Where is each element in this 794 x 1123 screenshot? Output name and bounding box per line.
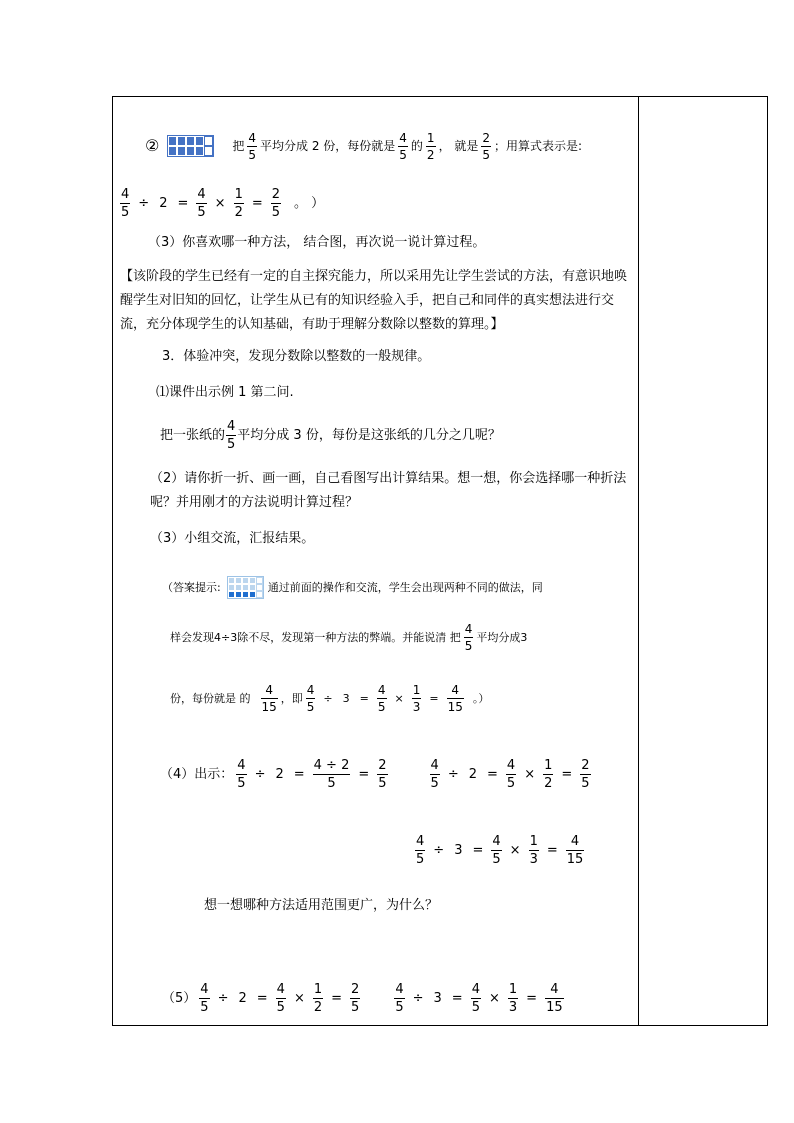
- numerator: 2: [482, 130, 491, 145]
- numerator: 1: [313, 981, 323, 997]
- fraction: [447, 684, 464, 713]
- math-symbol: 3: [454, 842, 463, 858]
- text-jiushi: ， 就是: [438, 139, 479, 153]
- math-symbol: 2: [159, 195, 168, 211]
- think-question: 想一想哪种方法适用范围更广，为什么？: [204, 898, 439, 913]
- numerator: 4: [261, 684, 278, 699]
- fraction: [313, 983, 323, 1014]
- grid-cell: [235, 584, 242, 591]
- math-symbol: ÷: [433, 842, 445, 858]
- denominator: 5: [237, 775, 246, 791]
- numerator: 1: [426, 130, 435, 145]
- fraction: [545, 983, 564, 1014]
- math-symbol: =: [331, 990, 343, 1006]
- text-span: 。）: [472, 691, 490, 705]
- text-span: （5）: [162, 990, 197, 1006]
- math-symbol: =: [293, 766, 305, 782]
- math-symbol: ÷: [412, 990, 424, 1006]
- text-span: ，即: [280, 691, 303, 705]
- numerator: 4: [447, 684, 464, 699]
- denominator: 5: [197, 204, 206, 220]
- math-symbol: ×: [488, 990, 500, 1006]
- teaching-note: 【该阶段的学生已经有一定的自主探究能力，所以采用先让学生尝试的方法，有意识地唤醒学生对旧知的回忆，让学生从已有的知识经验入手，把自己和同伴的真实想法进行交流，充分体现学生的认知基础，有助于理解分数除以整数的算理。】: [120, 269, 628, 332]
- numerator: 4 ÷ 2: [313, 757, 350, 773]
- denominator: 15: [566, 851, 584, 867]
- denominator: 5: [276, 999, 285, 1015]
- grid-cell: [177, 146, 186, 156]
- grid-cell: [249, 584, 256, 591]
- numerator: 4: [506, 757, 516, 773]
- fraction: [276, 983, 286, 1014]
- grid-cell: [228, 591, 235, 598]
- math-symbol: =: [487, 766, 498, 782]
- numerator: 4: [464, 621, 473, 636]
- math-symbol: 2: [468, 766, 478, 782]
- text-span: 通过前面的操作和交流，学生会出现两种不同的做法，同: [267, 580, 543, 594]
- denominator: 2: [234, 204, 243, 220]
- numerator: 4: [197, 186, 206, 202]
- denominator: 2: [313, 999, 323, 1015]
- denominator: 5: [378, 775, 387, 791]
- denominator: 5: [248, 147, 256, 162]
- fraction: [506, 759, 516, 790]
- math-symbol: ÷: [447, 766, 459, 782]
- numerator: 4: [395, 981, 404, 997]
- grid-cell: [235, 577, 242, 584]
- denominator: 5: [306, 699, 315, 714]
- grid-cell: [168, 146, 177, 156]
- fraction: [199, 983, 209, 1014]
- fraction: [566, 835, 585, 866]
- math-symbol: =: [177, 195, 189, 211]
- grid-cell: [168, 136, 177, 146]
- text-span: 样会发现4÷3除不尽，发现第一种方法的弊端。并能说清 把: [170, 630, 461, 644]
- math-symbol: ÷: [254, 766, 266, 782]
- math-symbol: 2: [275, 766, 284, 782]
- math-symbol: ×: [509, 842, 521, 858]
- math-symbol: =: [358, 766, 370, 782]
- text-span: （答案提示:: [162, 580, 221, 594]
- denominator: 5: [464, 638, 473, 653]
- denominator: 15: [447, 699, 463, 714]
- denominator: 5: [492, 851, 501, 867]
- math-symbol: ÷: [217, 990, 229, 1006]
- numerator: 1: [544, 757, 553, 773]
- numerator: 4: [248, 130, 256, 145]
- numerator: 1: [529, 833, 538, 849]
- math-symbol: ×: [293, 990, 305, 1006]
- denominator: 2: [426, 147, 435, 162]
- fraction: [196, 188, 206, 219]
- fraction: [234, 188, 244, 219]
- math-symbol: =: [256, 990, 268, 1006]
- text-span: 平均分成 3 份，每份是这张纸的几分之几呢？: [237, 427, 501, 443]
- fraction: [471, 983, 481, 1014]
- text-span: 份，每份就是 的: [170, 691, 251, 705]
- text-expression-intro: ；用算式表示是:: [494, 139, 583, 153]
- grid-cell: [228, 584, 235, 591]
- math-symbol: 3: [433, 990, 442, 1006]
- grid-cell: [256, 584, 263, 591]
- numerator: 4: [227, 418, 236, 434]
- fraction: [313, 759, 351, 790]
- numerator: 4: [306, 682, 315, 697]
- paper-fold-figure-2: [227, 576, 264, 599]
- math-symbol: =: [546, 842, 558, 858]
- section-3-heading: 3．体验冲突，发现分数除以整数的一般规律。: [162, 349, 431, 364]
- numerator: 4: [399, 130, 407, 145]
- denominator: 5: [506, 775, 516, 791]
- denominator: 5: [271, 204, 281, 220]
- denominator: 5: [227, 436, 236, 452]
- grid-cell: [186, 146, 195, 156]
- grid-cell: [242, 591, 249, 598]
- fraction: [415, 835, 425, 866]
- example-question: [160, 415, 501, 455]
- numerator: 4: [276, 981, 285, 997]
- grid-cell: [204, 136, 213, 146]
- show-4-line2: [412, 830, 587, 870]
- fraction-4-5-b: [398, 132, 408, 161]
- denominator: 5: [395, 999, 404, 1015]
- text-avg-split: 平均分成 2 份，每份就是: [260, 139, 396, 153]
- math-symbol: ×: [524, 766, 536, 782]
- grid-cell: [195, 136, 204, 146]
- grid-cell: [249, 591, 256, 598]
- fraction: [271, 188, 281, 219]
- numerator: 1: [234, 186, 243, 202]
- equation-4-5-div-2: [120, 183, 324, 223]
- fraction: [261, 684, 278, 713]
- grid-cell: [204, 146, 213, 156]
- answer-hint-line2: [170, 617, 527, 657]
- grid-cell: [249, 577, 256, 584]
- grid-cell: [242, 577, 249, 584]
- denominator: 5: [351, 999, 360, 1015]
- text-span: 平均分成3: [476, 630, 528, 644]
- denominator: 3: [412, 699, 421, 714]
- numerator: 4: [121, 186, 130, 202]
- paper-fold-figure-1: [167, 135, 214, 157]
- fraction: [377, 759, 387, 790]
- denominator: 5: [430, 775, 439, 791]
- grid-cell: [256, 577, 263, 584]
- fraction-4-5: [247, 132, 257, 161]
- numerator: 2: [581, 757, 590, 773]
- fraction: [464, 623, 474, 652]
- numerator: 4: [377, 682, 386, 697]
- question-3b-text: （3）小组交流，汇报结果。: [150, 531, 315, 546]
- math-symbol: ÷: [323, 691, 333, 705]
- table-column-divider: [638, 96, 639, 1026]
- grid-cell: [242, 584, 249, 591]
- answer-hint-line3: [170, 678, 489, 718]
- text-de: 的: [410, 139, 423, 153]
- step-1-text: ⑴课件出示例 1 第二问.: [156, 385, 294, 400]
- numerator: 1: [508, 981, 518, 997]
- circle-number-2: ②: [145, 136, 160, 155]
- numerator: 4: [416, 833, 425, 849]
- fraction: [543, 759, 553, 790]
- fraction: [508, 983, 518, 1014]
- question-2-text: （2）请你折一折、画一画，自己看图写出计算结果。想一想，你会选择哪一种折法呢？并用刚才的方法说明计算过程？: [150, 471, 627, 510]
- denominator: 5: [327, 775, 336, 791]
- method-2-line: [145, 126, 582, 166]
- fraction: [412, 684, 422, 713]
- denominator: 3: [508, 999, 518, 1015]
- numerator: 2: [378, 757, 387, 773]
- text-span: （4）出示：: [160, 766, 234, 782]
- fraction: [491, 835, 501, 866]
- grid-cell: [235, 591, 242, 598]
- numerator: 4: [200, 981, 209, 997]
- denominator: 2: [544, 775, 553, 791]
- fraction: [430, 759, 440, 790]
- text-span: 。 ）: [294, 195, 325, 211]
- math-symbol: =: [451, 990, 463, 1006]
- fraction: [120, 188, 130, 219]
- math-symbol: 3: [342, 691, 350, 705]
- fraction: [580, 759, 590, 790]
- numerator: 4: [430, 757, 439, 773]
- denominator: 5: [581, 775, 590, 791]
- math-symbol: 2: [238, 990, 247, 1006]
- fraction: [377, 684, 387, 713]
- grid-cell: [177, 136, 186, 146]
- grid-cell: [195, 146, 204, 156]
- math-symbol: =: [526, 990, 538, 1006]
- math-symbol: =: [359, 691, 369, 705]
- numerator: 2: [351, 981, 360, 997]
- fraction-1-2: [426, 132, 436, 161]
- denominator: 5: [399, 147, 407, 162]
- math-symbol: ×: [394, 691, 404, 705]
- math-symbol: ÷: [138, 195, 150, 211]
- fraction: [529, 835, 539, 866]
- denominator: 5: [416, 851, 425, 867]
- denominator: 5: [377, 699, 386, 714]
- numerator: 4: [237, 757, 246, 773]
- answer-hint-line1: [162, 567, 543, 607]
- math-symbol: =: [251, 195, 263, 211]
- math-symbol: =: [429, 691, 439, 705]
- fraction: [236, 759, 246, 790]
- numerator: 4: [471, 981, 480, 997]
- question-3-text: （3）你喜欢哪一种方法， 结合图，再次说一说计算过程。: [148, 235, 486, 250]
- fraction: [394, 983, 404, 1014]
- fraction: [226, 420, 236, 451]
- denominator: 3: [529, 851, 538, 867]
- denominator: 5: [482, 147, 491, 162]
- denominator: 5: [121, 204, 130, 220]
- grid-cell: [228, 577, 235, 584]
- grid-cell: [256, 591, 263, 598]
- grid-cell: [186, 136, 195, 146]
- fraction: [350, 983, 360, 1014]
- step-5-line: [162, 978, 567, 1018]
- denominator: 5: [200, 999, 209, 1015]
- math-symbol: ×: [214, 195, 226, 211]
- numerator: 1: [412, 682, 421, 697]
- denominator: 5: [471, 999, 480, 1015]
- numerator: 4: [566, 835, 585, 851]
- numerator: 2: [271, 186, 281, 202]
- denominator: 15: [261, 699, 277, 714]
- denominator: 15: [546, 999, 563, 1015]
- numerator: 4: [545, 983, 564, 999]
- show-4-line1: [160, 754, 594, 794]
- math-symbol: =: [561, 766, 573, 782]
- text-ba: 把: [232, 139, 245, 153]
- math-symbol: =: [472, 842, 484, 858]
- text-span: 把一张纸的: [160, 427, 226, 443]
- fraction: [306, 684, 316, 713]
- fraction-2-5: [481, 132, 491, 161]
- numerator: 4: [492, 833, 501, 849]
